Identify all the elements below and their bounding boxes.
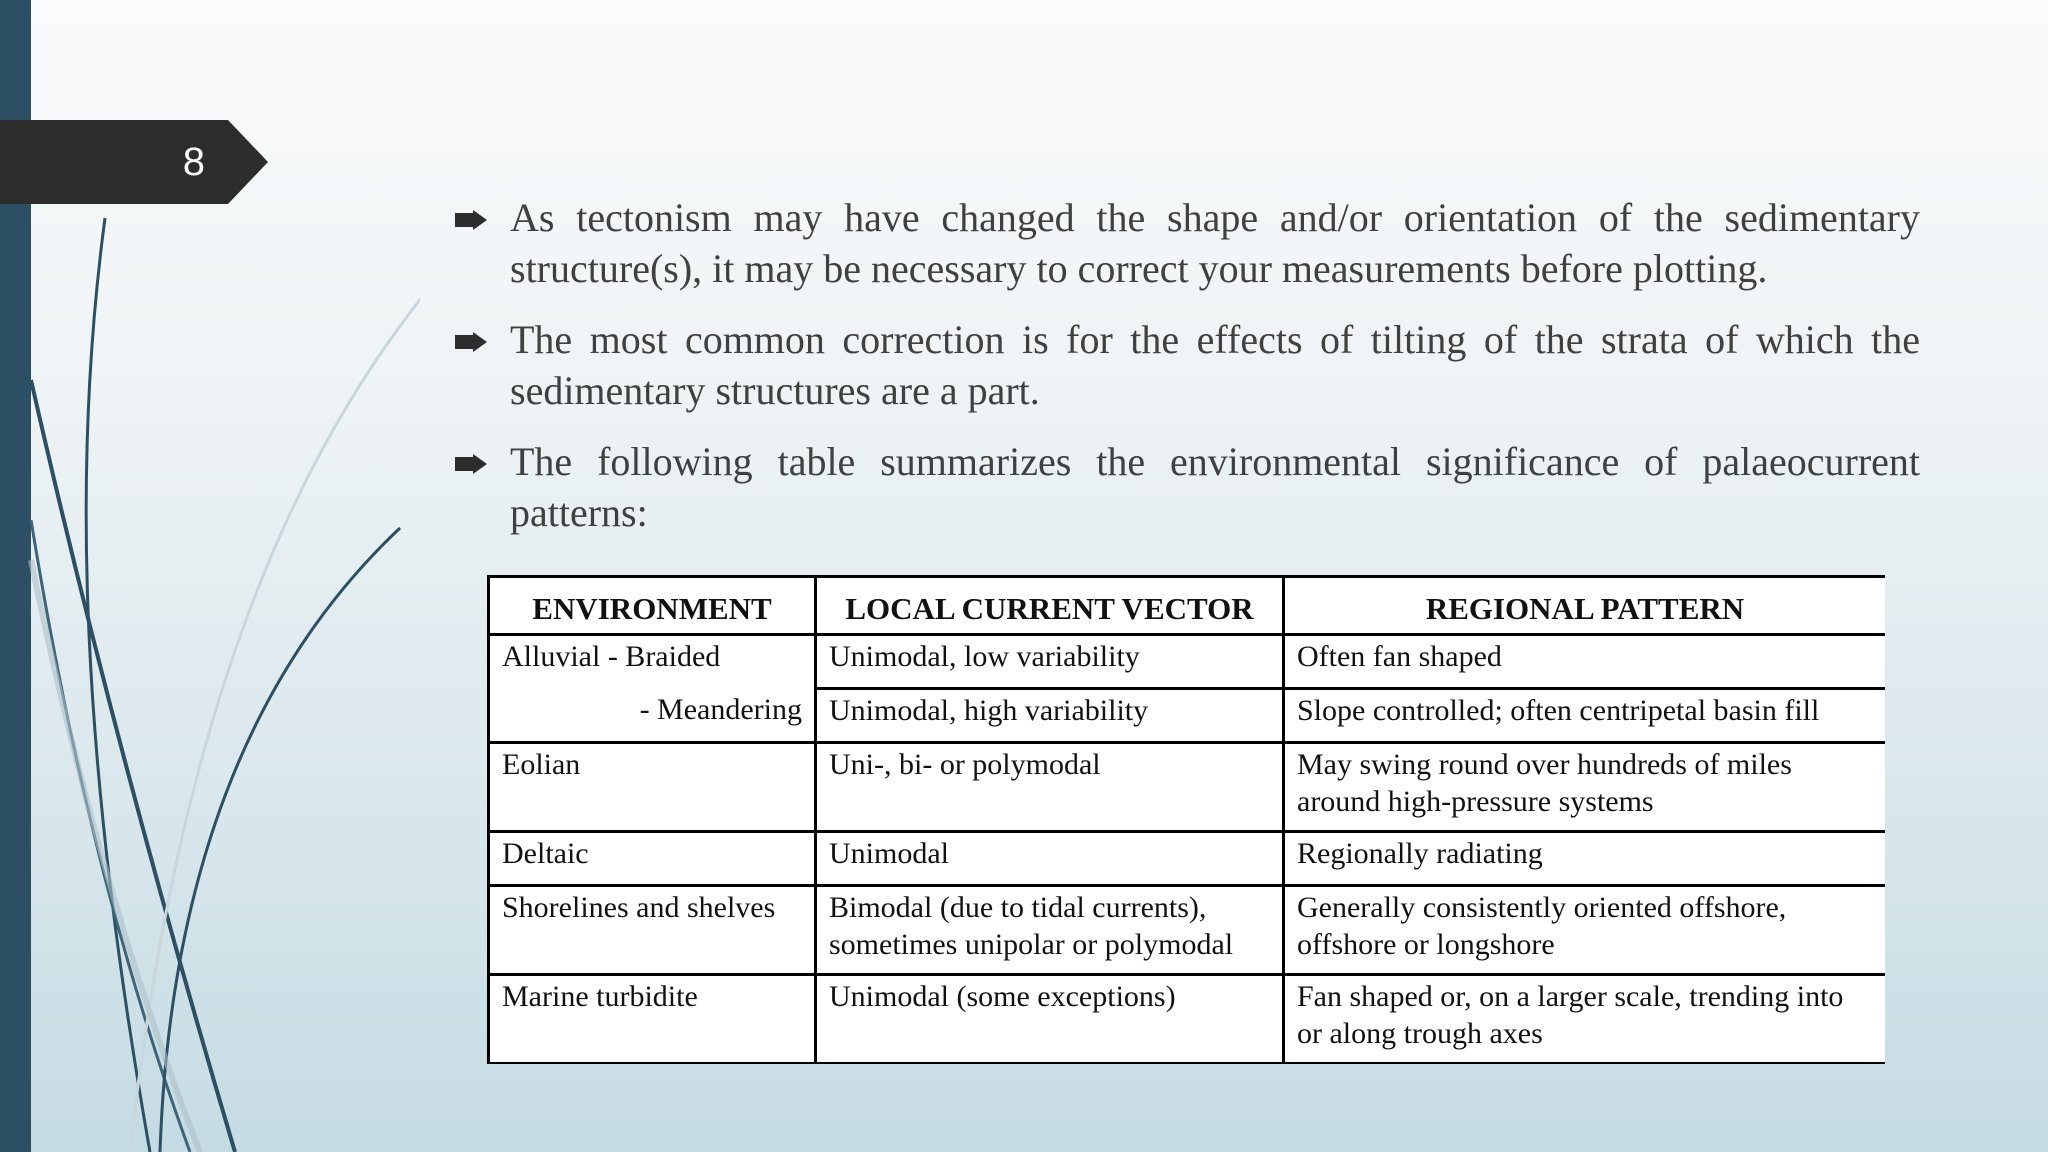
table-cell: Deltaic bbox=[489, 832, 816, 886]
table-header-row bbox=[489, 577, 1886, 635]
bullet-text: The most common correction is for the effects of tilting of the strata of which the sedimentary structures are a part. bbox=[510, 317, 1920, 413]
table-row bbox=[489, 975, 1886, 1064]
bullet-text: The following table summarizes the environmental significance of palaeocurrent patterns: bbox=[510, 439, 1920, 535]
table-row bbox=[489, 689, 1886, 743]
table-cell: Fan shaped or, on a larger scale, trending into or along trough axes bbox=[1284, 975, 1886, 1064]
table-cell: May swing round over hundreds of miles around high-pressure systems bbox=[1284, 743, 1886, 832]
table-cell: Eolian bbox=[489, 743, 816, 832]
table-cell: Uni-, bi- or polymodal bbox=[816, 743, 1284, 832]
arrow-bullet-icon bbox=[455, 210, 487, 230]
bullet-item bbox=[452, 314, 1920, 416]
column-header: ENVIRONMENT bbox=[489, 577, 816, 635]
table-cell: Often fan shaped bbox=[1284, 635, 1886, 689]
table-cell: Alluvial - Braided bbox=[489, 635, 816, 689]
bullet-item bbox=[452, 436, 1920, 538]
arrow-bullet-icon bbox=[455, 454, 487, 474]
table-cell: Slope controlled; often centripetal basin fill bbox=[1284, 689, 1886, 743]
column-header: REGIONAL PATTERN bbox=[1284, 577, 1886, 635]
table-row bbox=[489, 635, 1886, 689]
table-cell: Unimodal, high variability bbox=[816, 689, 1284, 743]
bullet-item bbox=[452, 192, 1920, 294]
table-cell: Unimodal bbox=[816, 832, 1284, 886]
table-cell: Shorelines and shelves bbox=[489, 886, 816, 975]
table-cell: Unimodal (some exceptions) bbox=[816, 975, 1284, 1064]
table-cell: Marine turbidite bbox=[489, 975, 816, 1064]
table-row bbox=[489, 743, 1886, 832]
bullet-list bbox=[452, 192, 1920, 558]
table-row bbox=[489, 832, 1886, 886]
palaeocurrent-table-image bbox=[487, 575, 1885, 1064]
palaeocurrent-table bbox=[487, 575, 1885, 1064]
table-cell: Unimodal, low variability bbox=[816, 635, 1284, 689]
bullet-text: As tectonism may have changed the shape and/or orientation of the sedimentary structure(s), it may be necessary to correct your measurements before plotting. bbox=[510, 195, 1920, 291]
table-cell: Bimodal (due to tidal currents), sometimes unipolar or polymodal bbox=[816, 886, 1284, 975]
arrow-bullet-icon bbox=[455, 332, 487, 352]
column-header: LOCAL CURRENT VECTOR bbox=[816, 577, 1284, 635]
table-cell: Generally consistently oriented offshore, offshore or longshore bbox=[1284, 886, 1886, 975]
table-row bbox=[489, 886, 1886, 975]
table-cell: Regionally radiating bbox=[1284, 832, 1886, 886]
page-number: 8 bbox=[182, 140, 205, 184]
table-cell: - Meandering bbox=[489, 689, 816, 743]
